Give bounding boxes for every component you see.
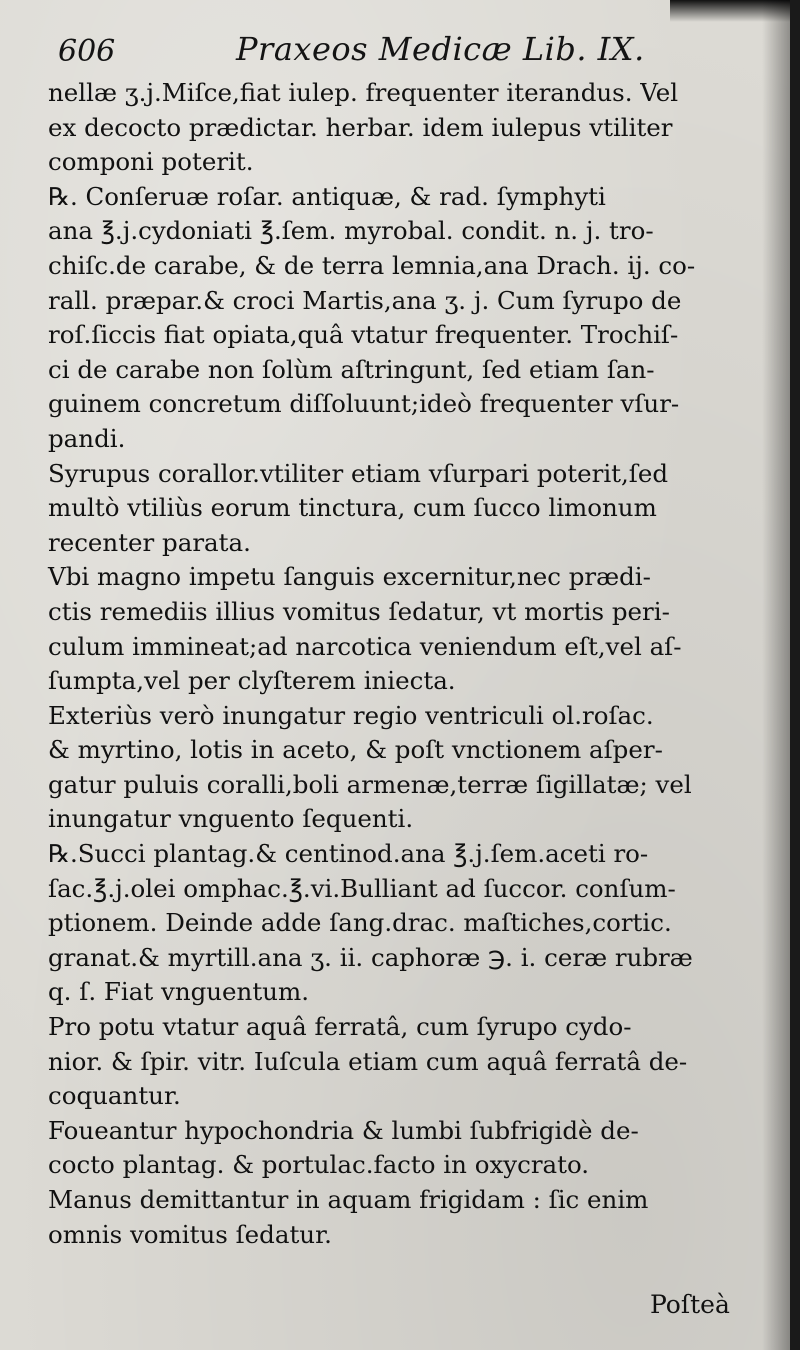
running-head: Praxeos Medicæ Lib. IX. [236,30,645,68]
text-line: Manus demittantur in aquam frigidam : ſic enim [48,1185,649,1214]
text-line: Vbi magno impetu ſanguis excernitur,nec prædi- [48,562,651,592]
text-line: ſumpta,vel per clyſterem iniecta. [48,666,456,696]
catchword: Poſteà [650,1290,730,1319]
text-line: ptionem. Deinde adde ſang.drac. maſtiches,cortic. [48,908,672,938]
text-line: Syrupus corallor.vtiliter etiam vſurpari poterit,ſed [48,458,669,488]
text-line: omnis vomitus ſedatur. [48,1219,332,1249]
text-line: gatur puluis coralli,boli armenæ,terræ ſigillatæ; vel [48,769,692,799]
text-line: roſ.ſiccis fiat opiata,quâ vtatur frequenter. Trochiſ- [48,320,679,350]
page-header [58,28,758,78]
text-line: nellæ ʒ.j.Miſce,fiat iulep. frequenter iterandus. Vel [48,78,679,107]
text-line: Exteriùs verò inungatur regio ventriculi ol.roſac. [48,700,654,730]
text-line: culum immineat;ad narcotica veniendum eſt,vel aſ- [48,631,682,661]
text-line: ℞. Conſeruæ roſar. antiquæ, & rad. ſymphyti [48,181,606,211]
body-text [48,76,768,1252]
text-line: granat.& myrtill.ana ʒ. ii. caphoræ ℈. i. ceræ rubræ [48,942,693,972]
text-line: chiſc.de carabe, & de terra lemnia,ana Drach. ij. co- [48,250,696,280]
text-line: rall. præpar.& croci Martis,ana ʒ. j. Cum ſyrupo de [48,285,682,315]
text-line: ℞.Succi plantag.& centinod.ana ℥.j.ſem.aceti ro- [48,839,649,869]
text-line: nior. & ſpir. vitr. Iuſcula etiam cum aquâ ferratâ de- [48,1046,688,1076]
text-line: pandi. [48,423,126,453]
text-line: ci de carabe non ſolùm aſtringunt, ſed etiam ſan- [48,354,655,384]
text-line: ex decocto prædictar. herbar. idem iulepus vtiliter [48,112,673,142]
text-line: Pro potu vtatur aquâ ferratâ, cum ſyrupo cydo- [48,1012,632,1042]
text-line: recenter parata. [48,527,251,557]
text-line: Foueantur hypochondria & lumbi ſubfrigidè de- [48,1115,639,1145]
text-line: inungatur vnguento ſequenti. [48,804,414,834]
text-line: componi poterit. [48,147,254,177]
text-line: multò vtiliùs eorum tinctura, cum ſucco limonum [48,493,657,523]
text-line: ſac.℥.j.olei omphac.℥.vi.Bulliant ad ſuccor. conſum- [48,873,676,903]
text-line: cocto plantag. & portulac.facto in oxycrato. [48,1150,590,1180]
text-line: guinem concretum diſſoluunt;ideò frequenter vſur- [48,389,680,419]
text-line: ctis remediis illius vomitus ſedatur, vt mortis peri- [48,596,670,626]
page-number: 606 [58,34,116,69]
text-line: q. ſ. Fiat vnguentum. [48,977,309,1007]
text-line: ana ℥.j.cydoniati ℥.ſem. myrobal. condit. n. j. tro- [48,216,654,246]
text-line: & myrtino, lotis in aceto, & poſt vnctionem aſper- [48,735,663,765]
text-line: coquantur. [48,1081,181,1111]
